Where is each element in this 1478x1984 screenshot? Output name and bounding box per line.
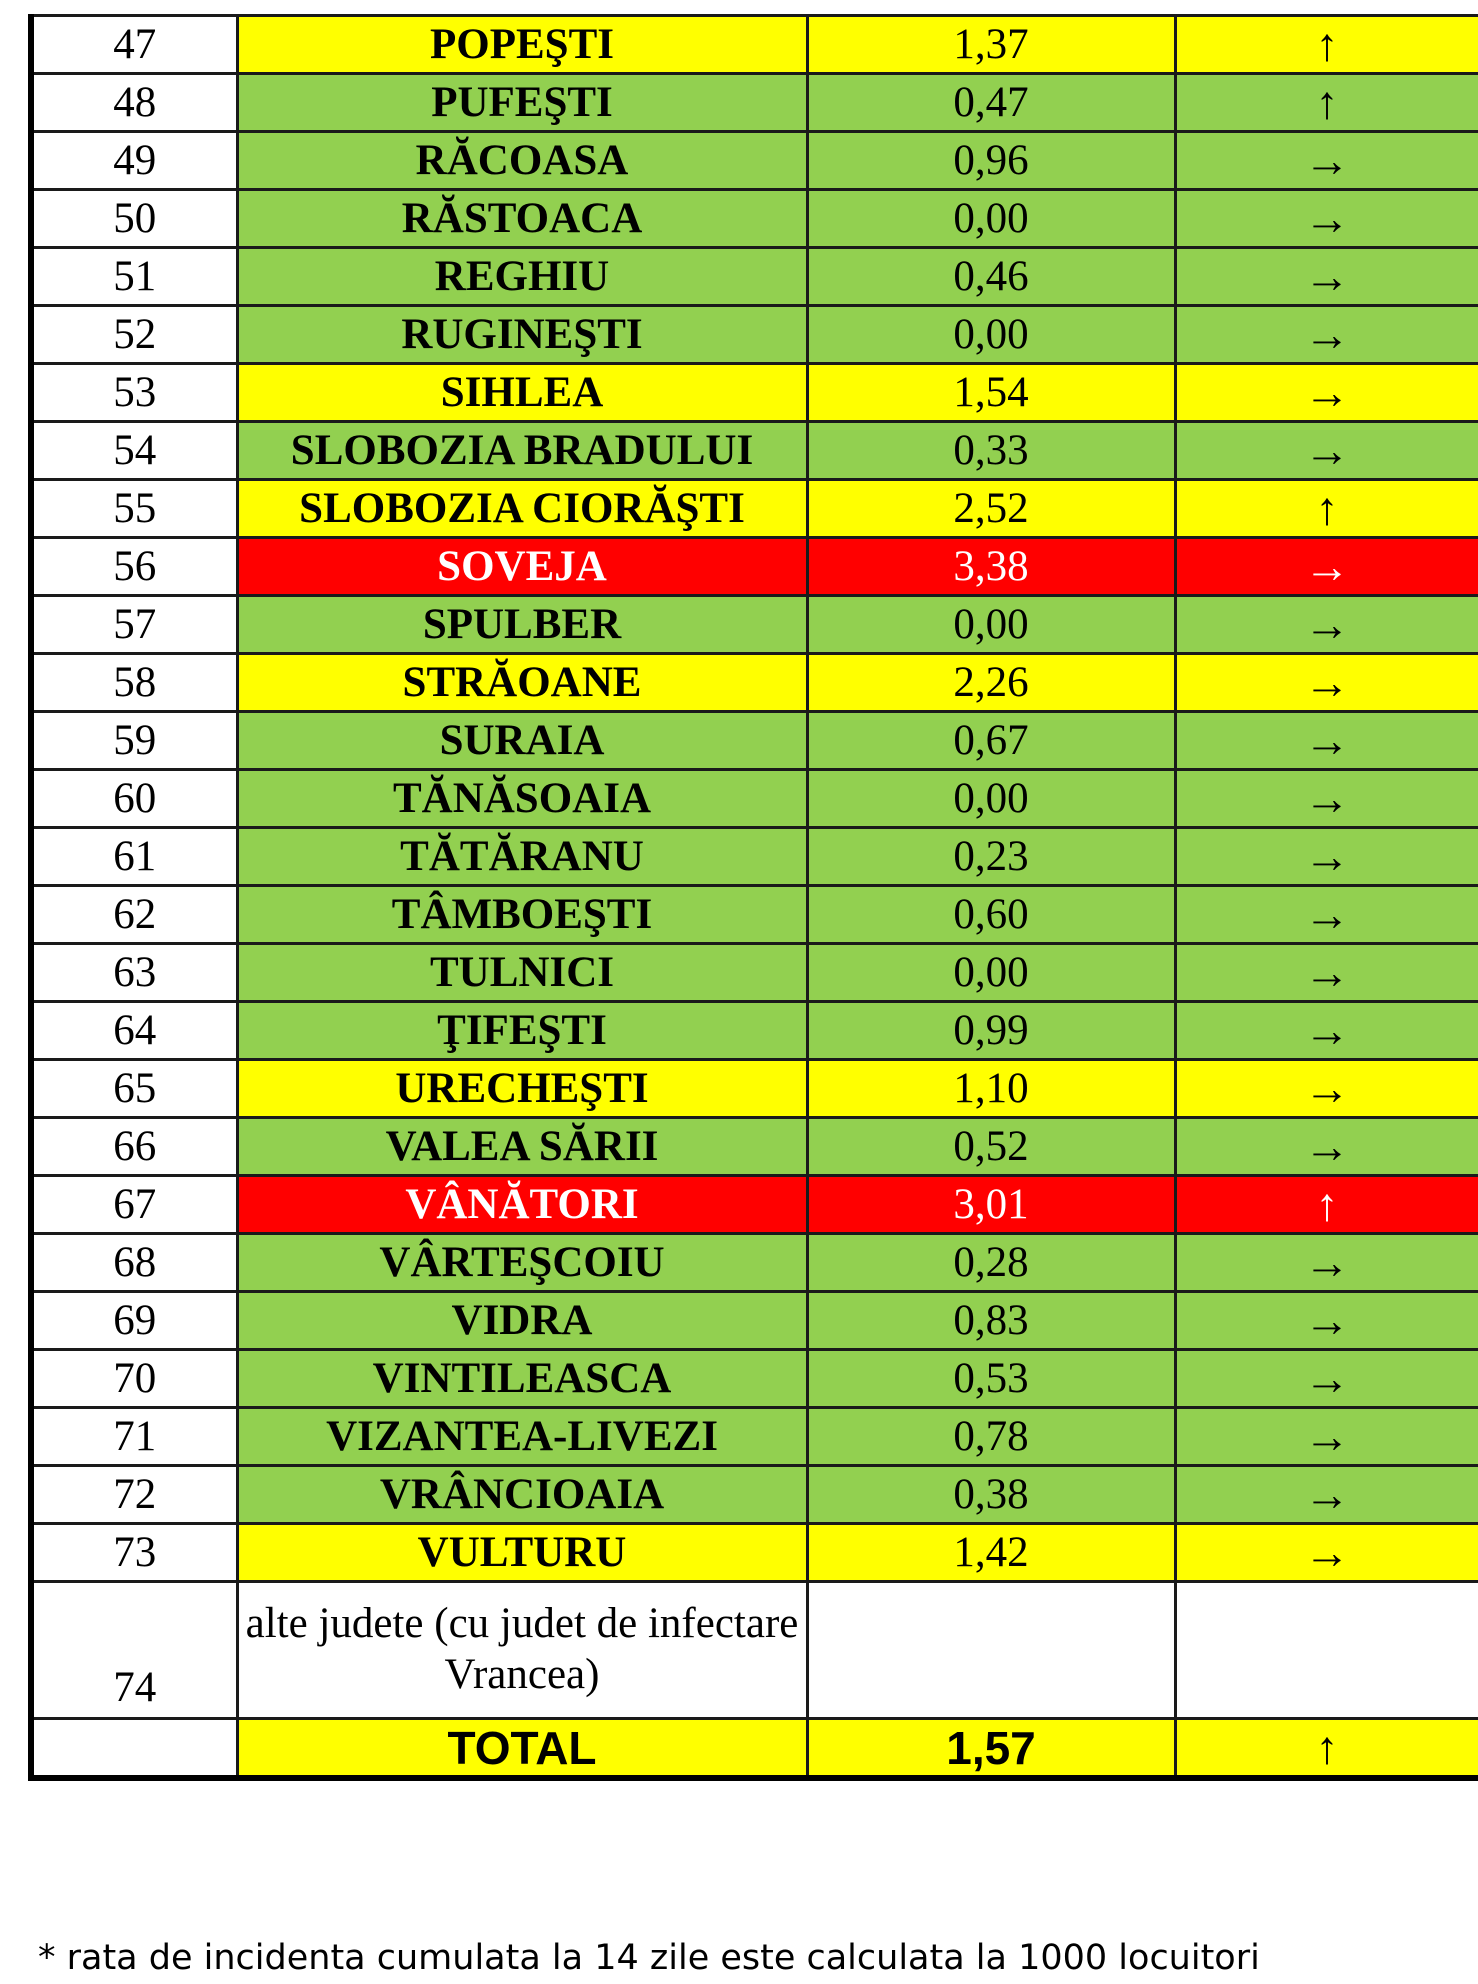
incidence-rate: 0,67 bbox=[807, 712, 1175, 770]
row-number bbox=[31, 1719, 237, 1779]
table-row bbox=[31, 74, 1478, 132]
row-number: 58 bbox=[31, 654, 237, 712]
row-number: 61 bbox=[31, 828, 237, 886]
right-arrow-icon: → bbox=[1175, 132, 1478, 190]
row-number: 53 bbox=[31, 364, 237, 422]
row-number: 62 bbox=[31, 886, 237, 944]
incidence-rate: 0,96 bbox=[807, 132, 1175, 190]
table-row bbox=[31, 16, 1478, 74]
locality-name: SURAIA bbox=[237, 712, 807, 770]
right-arrow-icon: → bbox=[1175, 422, 1478, 480]
incidence-rate: 0,00 bbox=[807, 944, 1175, 1002]
incidence-rate: 1,54 bbox=[807, 364, 1175, 422]
table-row bbox=[31, 422, 1478, 480]
incidence-rate: 0,99 bbox=[807, 1002, 1175, 1060]
table-row bbox=[31, 828, 1478, 886]
locality-name: VÂRTEŞCOIU bbox=[237, 1234, 807, 1292]
incidence-rate: 0,83 bbox=[807, 1292, 1175, 1350]
table-row bbox=[31, 480, 1478, 538]
total-label: TOTAL bbox=[237, 1719, 807, 1779]
incidence-table-wrapper bbox=[28, 14, 1476, 1781]
right-arrow-icon: → bbox=[1175, 1002, 1478, 1060]
row-number: 68 bbox=[31, 1234, 237, 1292]
locality-name: VINTILEASCA bbox=[237, 1350, 807, 1408]
locality-name: ŢIFEŞTI bbox=[237, 1002, 807, 1060]
table-row bbox=[31, 944, 1478, 1002]
locality-name: SOVEJA bbox=[237, 538, 807, 596]
row-number: 54 bbox=[31, 422, 237, 480]
row-number: 59 bbox=[31, 712, 237, 770]
row-number: 60 bbox=[31, 770, 237, 828]
right-arrow-icon: → bbox=[1175, 886, 1478, 944]
locality-name: VIDRA bbox=[237, 1292, 807, 1350]
locality-name: TĂNĂSOAIA bbox=[237, 770, 807, 828]
incidence-rate: 2,26 bbox=[807, 654, 1175, 712]
table-body bbox=[31, 16, 1478, 1779]
table-row bbox=[31, 1234, 1478, 1292]
table-row bbox=[31, 132, 1478, 190]
locality-name: RUGINEŞTI bbox=[237, 306, 807, 364]
table-row bbox=[31, 1176, 1478, 1234]
right-arrow-icon: → bbox=[1175, 248, 1478, 306]
incidence-rate: 1,42 bbox=[807, 1524, 1175, 1582]
locality-name: VALEA SĂRII bbox=[237, 1118, 807, 1176]
row-number: 50 bbox=[31, 190, 237, 248]
locality-name: TÂMBOEŞTI bbox=[237, 886, 807, 944]
row-number: 51 bbox=[31, 248, 237, 306]
table-row bbox=[31, 364, 1478, 422]
table-row bbox=[31, 596, 1478, 654]
table-row bbox=[31, 1060, 1478, 1118]
total-rate: 1,57 bbox=[807, 1719, 1175, 1779]
locality-name: PUFEŞTI bbox=[237, 74, 807, 132]
locality-name: URECHEŞTI bbox=[237, 1060, 807, 1118]
incidence-rate: 1,10 bbox=[807, 1060, 1175, 1118]
right-arrow-icon: → bbox=[1175, 712, 1478, 770]
row-number: 65 bbox=[31, 1060, 237, 1118]
table-row bbox=[31, 538, 1478, 596]
up-arrow-icon: ↑ bbox=[1175, 74, 1478, 132]
incidence-rate: 0,00 bbox=[807, 190, 1175, 248]
up-arrow-icon: ↑ bbox=[1175, 16, 1478, 74]
table-row bbox=[31, 886, 1478, 944]
incidence-table bbox=[28, 14, 1478, 1781]
table-row bbox=[31, 1408, 1478, 1466]
locality-name: STRĂOANE bbox=[237, 654, 807, 712]
row-number: 49 bbox=[31, 132, 237, 190]
right-arrow-icon: → bbox=[1175, 538, 1478, 596]
row-number: 63 bbox=[31, 944, 237, 1002]
incidence-rate: 0,33 bbox=[807, 422, 1175, 480]
table-row bbox=[31, 1118, 1478, 1176]
locality-name: alte judete (cu judet de infectare Vrancea) bbox=[237, 1582, 807, 1719]
locality-name: RĂCOASA bbox=[237, 132, 807, 190]
right-arrow-icon: → bbox=[1175, 1060, 1478, 1118]
incidence-rate: 0,28 bbox=[807, 1234, 1175, 1292]
locality-name: VRÂNCIOAIA bbox=[237, 1466, 807, 1524]
right-arrow-icon: → bbox=[1175, 770, 1478, 828]
locality-name: RĂSTOACA bbox=[237, 190, 807, 248]
incidence-rate: 0,60 bbox=[807, 886, 1175, 944]
table-row bbox=[31, 1002, 1478, 1060]
locality-name: SLOBOZIA CIORĂŞTI bbox=[237, 480, 807, 538]
locality-name: REGHIU bbox=[237, 248, 807, 306]
incidence-rate: 0,47 bbox=[807, 74, 1175, 132]
locality-name: VIZANTEA-LIVEZI bbox=[237, 1408, 807, 1466]
incidence-rate: 2,52 bbox=[807, 480, 1175, 538]
table-row bbox=[31, 654, 1478, 712]
incidence-rate: 0,00 bbox=[807, 770, 1175, 828]
row-number: 71 bbox=[31, 1408, 237, 1466]
row-number: 74 bbox=[31, 1582, 237, 1719]
locality-name: TĂTĂRANU bbox=[237, 828, 807, 886]
table-row bbox=[31, 1524, 1478, 1582]
table-row bbox=[31, 712, 1478, 770]
incidence-rate: 3,01 bbox=[807, 1176, 1175, 1234]
table-row bbox=[31, 1292, 1478, 1350]
up-arrow-icon: ↑ bbox=[1175, 1719, 1478, 1779]
incidence-rate bbox=[807, 1582, 1175, 1719]
right-arrow-icon: → bbox=[1175, 596, 1478, 654]
row-number: 52 bbox=[31, 306, 237, 364]
right-arrow-icon: → bbox=[1175, 190, 1478, 248]
row-number: 48 bbox=[31, 74, 237, 132]
incidence-rate: 1,37 bbox=[807, 16, 1175, 74]
locality-name: SIHLEA bbox=[237, 364, 807, 422]
table-row-total bbox=[31, 1719, 1478, 1779]
incidence-rate: 0,53 bbox=[807, 1350, 1175, 1408]
locality-name: POPEŞTI bbox=[237, 16, 807, 74]
incidence-rate: 3,38 bbox=[807, 538, 1175, 596]
incidence-rate: 0,00 bbox=[807, 306, 1175, 364]
table-row bbox=[31, 1350, 1478, 1408]
right-arrow-icon: → bbox=[1175, 306, 1478, 364]
incidence-rate: 0,46 bbox=[807, 248, 1175, 306]
right-arrow-icon: → bbox=[1175, 1292, 1478, 1350]
table-row bbox=[31, 248, 1478, 306]
table-row bbox=[31, 306, 1478, 364]
row-number: 47 bbox=[31, 16, 237, 74]
row-number: 56 bbox=[31, 538, 237, 596]
up-arrow-icon: ↑ bbox=[1175, 480, 1478, 538]
locality-name: SPULBER bbox=[237, 596, 807, 654]
incidence-rate: 0,78 bbox=[807, 1408, 1175, 1466]
table-row bbox=[31, 770, 1478, 828]
locality-name: TULNICI bbox=[237, 944, 807, 1002]
incidence-rate: 0,38 bbox=[807, 1466, 1175, 1524]
right-arrow-icon: → bbox=[1175, 1234, 1478, 1292]
right-arrow-icon: → bbox=[1175, 364, 1478, 422]
row-number: 67 bbox=[31, 1176, 237, 1234]
row-number: 57 bbox=[31, 596, 237, 654]
row-number: 70 bbox=[31, 1350, 237, 1408]
right-arrow-icon: → bbox=[1175, 1524, 1478, 1582]
row-number: 55 bbox=[31, 480, 237, 538]
row-number: 72 bbox=[31, 1466, 237, 1524]
row-number: 69 bbox=[31, 1292, 237, 1350]
incidence-rate: 0,00 bbox=[807, 596, 1175, 654]
right-arrow-icon: → bbox=[1175, 1408, 1478, 1466]
table-row bbox=[31, 1466, 1478, 1524]
right-arrow-icon: → bbox=[1175, 1466, 1478, 1524]
right-arrow-icon: → bbox=[1175, 1350, 1478, 1408]
table-row bbox=[31, 190, 1478, 248]
incidence-rate: 0,23 bbox=[807, 828, 1175, 886]
up-arrow-icon: ↑ bbox=[1175, 1176, 1478, 1234]
trend-cell bbox=[1175, 1582, 1478, 1719]
right-arrow-icon: → bbox=[1175, 1118, 1478, 1176]
right-arrow-icon: → bbox=[1175, 944, 1478, 1002]
right-arrow-icon: → bbox=[1175, 654, 1478, 712]
table-row-other-counties bbox=[31, 1582, 1478, 1719]
locality-name: VÂNĂTORI bbox=[237, 1176, 807, 1234]
row-number: 73 bbox=[31, 1524, 237, 1582]
locality-name: SLOBOZIA BRADULUI bbox=[237, 422, 807, 480]
row-number: 66 bbox=[31, 1118, 237, 1176]
locality-name: VULTURU bbox=[237, 1524, 807, 1582]
right-arrow-icon: → bbox=[1175, 828, 1478, 886]
incidence-rate: 0,52 bbox=[807, 1118, 1175, 1176]
footnote: * rata de incidenta cumulata la 14 zile este calculata la 1000 locuitori bbox=[38, 1938, 1260, 1978]
row-number: 64 bbox=[31, 1002, 237, 1060]
